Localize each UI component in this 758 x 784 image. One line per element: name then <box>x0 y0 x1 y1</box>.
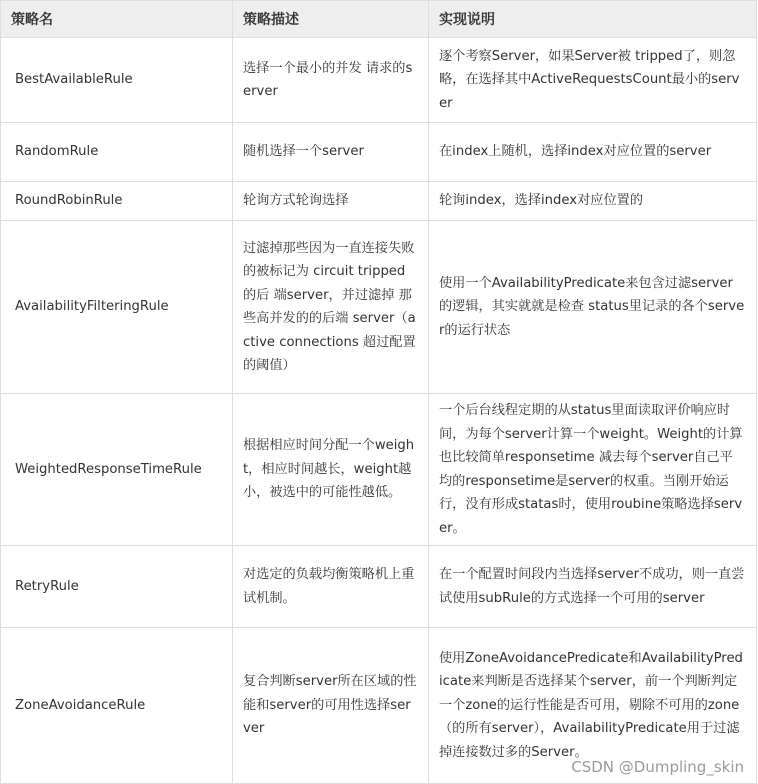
table-row <box>1 38 757 123</box>
rule-impl: 在index上随机，选择index对应位置的server <box>429 123 757 182</box>
rule-impl: 一个后台线程定期的从status里面读取评价响应时间，为每个server计算一个weight。Weight的计算也比较简单responsetime 减去每个server自己平均的responsetime是server的权重。当刚开始运行，没有形成statas时，使用roubine策略选择server。 <box>429 394 757 546</box>
rule-name: RoundRobinRule <box>1 182 233 221</box>
header-impl-notes: 实现说明 <box>429 1 757 38</box>
rule-name: BestAvailableRule <box>1 38 233 123</box>
table-row <box>1 123 757 182</box>
rule-name: ZoneAvoidanceRule <box>1 628 233 784</box>
header-strategy-desc: 策略描述 <box>233 1 429 38</box>
table-row <box>1 182 757 221</box>
rule-impl: 在一个配置时间段内当选择server不成功，则一直尝试使用subRule的方式选择一个可用的server <box>429 546 757 628</box>
rule-name: AvailabilityFilteringRule <box>1 221 233 394</box>
rule-name: RetryRule <box>1 546 233 628</box>
table-row <box>1 221 757 394</box>
rule-desc: 选择一个最小的并发 请求的server <box>233 38 429 123</box>
rule-impl: 使用一个AvailabilityPredicate来包含过滤server的逻辑，其实就就是检查 status里记录的各个server的运行状态 <box>429 221 757 394</box>
watermark: CSDN @Dumpling_skin <box>571 758 744 776</box>
header-strategy-name: 策略名 <box>1 1 233 38</box>
rule-impl: 逐个考察Server，如果Server被 tripped了，则忽略，在选择其中ActiveRequestsCount最小的server <box>429 38 757 123</box>
rule-name: WeightedResponseTimeRule <box>1 394 233 546</box>
rule-desc: 轮询方式轮询选择 <box>233 182 429 221</box>
rule-desc: 根据相应时间分配一个weight，相应时间越长，weight越小，被选中的可能性越低。 <box>233 394 429 546</box>
rule-impl: 使用ZoneAvoidancePredicate和AvailabilityPredicate来判断是否选择某个server，前一个判断判定一个zone的运行性能是否可用，剔除不可用的zone（的所有server），AvailabilityPredicate用于过滤掉连接数过多的Server。 <box>429 628 757 784</box>
table-row <box>1 394 757 546</box>
rule-name: RandomRule <box>1 123 233 182</box>
rule-desc: 过滤掉那些因为一直连接失败的被标记为 circuit tripped的后 端server，并过滤掉 那些高并发的的后端 server（active connections 超过配置的阈值） <box>233 221 429 394</box>
header-row <box>1 1 757 38</box>
table-row <box>1 546 757 628</box>
rule-desc: 随机选择一个server <box>233 123 429 182</box>
rule-desc: 对选定的负载均衡策略机上重试机制。 <box>233 546 429 628</box>
rule-desc: 复合判断server所在区域的性能和server的可用性选择server <box>233 628 429 784</box>
rule-impl: 轮询index，选择index对应位置的 <box>429 182 757 221</box>
